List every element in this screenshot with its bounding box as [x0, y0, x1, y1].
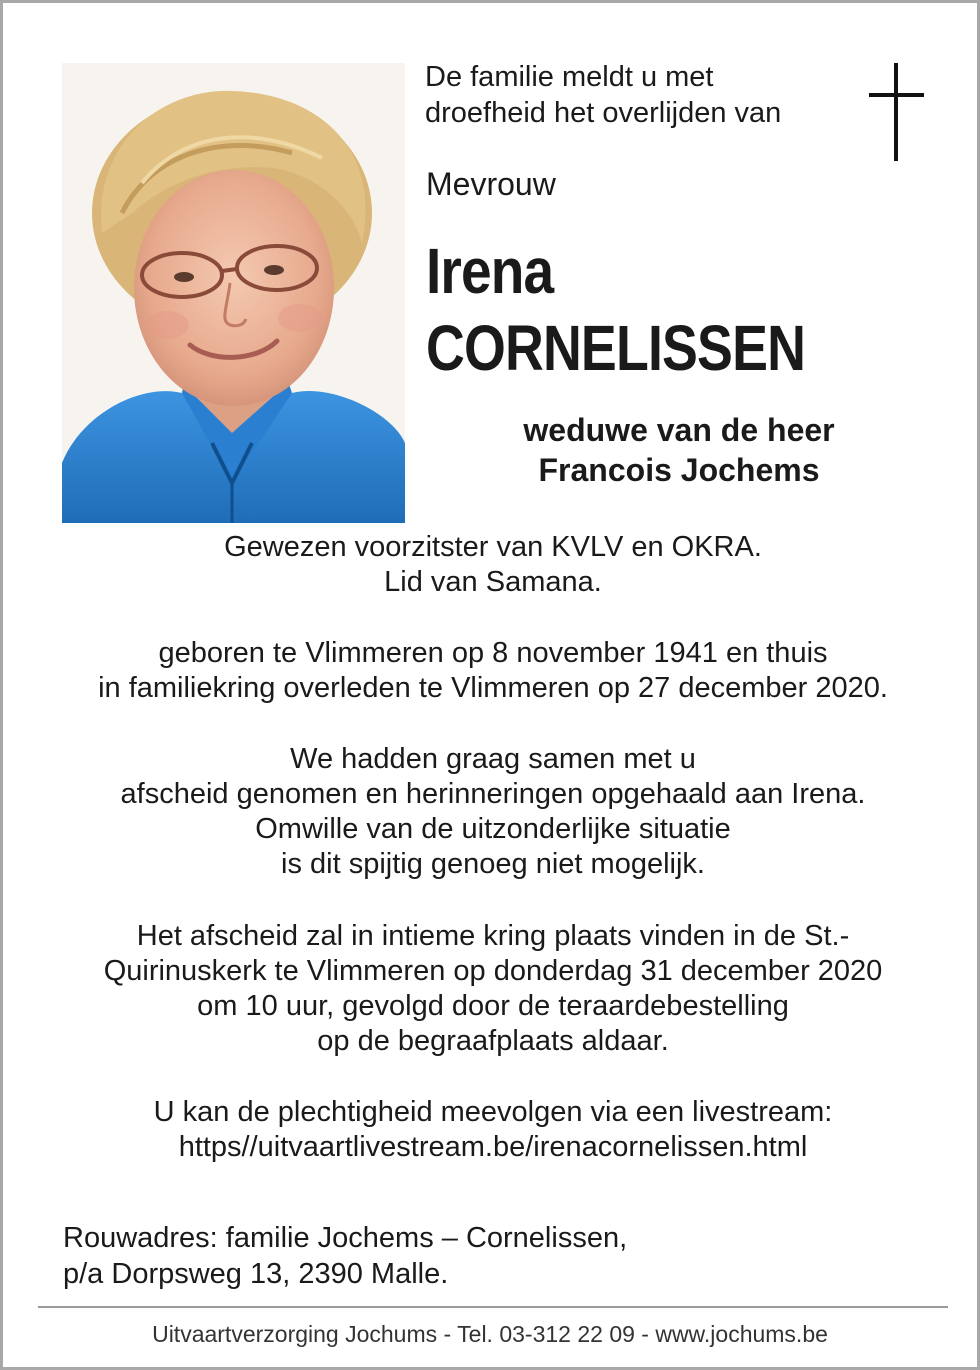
- ceremony-block: [33, 919, 953, 1059]
- spouse-line-2: Francois Jochems: [538, 452, 820, 488]
- roles-line-1: Gewezen voorzitster van KVLV en OKRA.: [224, 531, 762, 563]
- roles-block: [33, 530, 953, 600]
- livestream-block: [33, 1095, 953, 1165]
- spouse-info: [439, 410, 919, 490]
- footer-divider: [38, 1306, 948, 1308]
- spouse-line-1: weduwe van de heer: [523, 412, 835, 448]
- ceremony-line-1: Het afscheid zal in intieme kring plaats vinden in de St.-: [136, 920, 850, 952]
- intro-text: [425, 59, 845, 131]
- message-line-1: We hadden graag samen met u: [290, 743, 696, 775]
- ceremony-line-2: Quirinuskerk te Vlimmeren op donderdag 31 december 2020: [103, 955, 883, 987]
- livestream-line-1: U kan de plechtigheid meevolgen via een livestream:: [153, 1096, 833, 1128]
- dates-block: [33, 636, 953, 706]
- address-line-1: Rouwadres: familie Jochems – Cornelissen,: [63, 1222, 628, 1254]
- livestream-url: https//uitvaartlivestream.be/irenacornelissen.html: [178, 1131, 808, 1163]
- ceremony-line-4: op de begraafplaats aldaar.: [317, 1025, 669, 1057]
- dates-line-1: geboren te Vlimmeren op 8 november 1941 en thuis: [158, 637, 828, 669]
- dates-line-2: in familiekring overleden te Vlimmeren op 27 december 2020.: [98, 672, 888, 704]
- message-line-4: is dit spijtig genoeg niet mogelijk.: [281, 848, 705, 880]
- honorific: Mevrouw: [426, 166, 556, 202]
- mourning-address: [63, 1220, 627, 1292]
- deceased-last-name: CORNELISSEN: [426, 312, 806, 384]
- funeral-home-footer: Uitvaartverzorging Jochums - Tel. 03-312 22 09 - www.jochums.be: [152, 1321, 828, 1347]
- address-line-2: p/a Dorpsweg 13, 2390 Malle.: [63, 1258, 449, 1290]
- portrait-photo: [62, 63, 405, 523]
- intro-line-1: De familie meldt u met: [425, 61, 714, 93]
- intro-line-2: droefheid het overlijden van: [425, 97, 782, 129]
- ceremony-line-3: om 10 uur, gevolgd door de teraardebestelling: [197, 990, 789, 1022]
- deceased-first-name: Irena: [426, 235, 554, 307]
- message-block: [33, 742, 953, 882]
- roles-line-2: Lid van Samana.: [384, 566, 602, 598]
- message-line-2: afscheid genomen en herinneringen opgehaald aan Irena.: [120, 778, 866, 810]
- cross-icon: [865, 63, 927, 163]
- message-line-3: Omwille van de uitzonderlijke situatie: [255, 813, 731, 845]
